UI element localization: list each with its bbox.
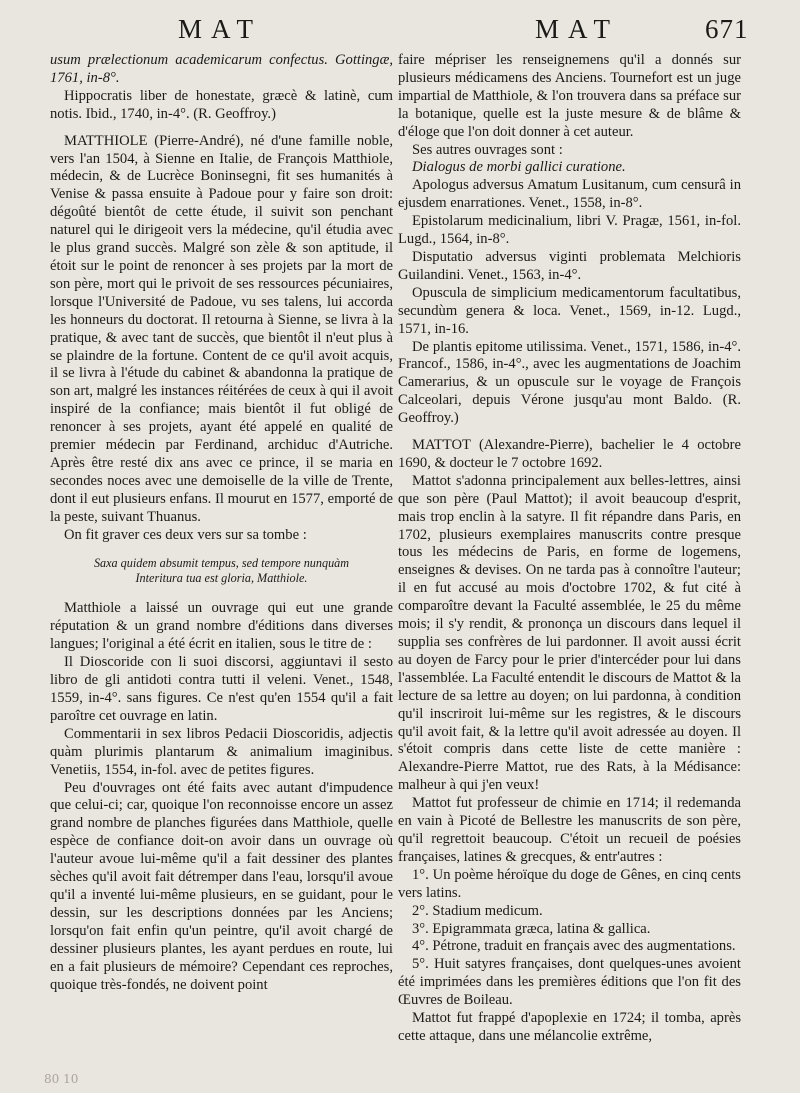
header-right: MAT	[535, 14, 620, 44]
right-p11: Mattot fut professeur de chimie en 1714; il redemanda en vain à Picoté de Bellestre les manuscrits de son père, qu'il regrettoit beaucoup. C'étoit un recueil de poésies françaises, latines & grecques, & entr'autres :	[398, 795, 741, 865]
epitaph-line-1: Saxa quidem absumit tempus, sed tempore nunquàm	[93, 556, 350, 571]
right-p15: 4°. Pétrone, traduit en français avec des augmentations.	[412, 938, 736, 955]
right-p1: faire mépriser les renseignemens qu'il a donnés sur plusieurs médicamens des Anciens. Tournefort est un juge impartial de Matthiole, & l'on trouvera dans sa préface sur la botanique, quelle est la juste mesure & de blâme & d'éloge que l'on doit donner à cet auteur.	[398, 52, 741, 140]
right-p5: Epistolarum medicinalium, libri V. Pragæ, 1561, in-fol. Lugd., 1564, in-8°.	[398, 213, 741, 248]
left-p4: On fit graver ces deux vers sur sa tombe :	[64, 526, 307, 543]
page-number: 671	[705, 14, 749, 44]
right-p4: Apologus adversus Amatum Lusitanum, cum censurâ in ejusdem enarrationes. Venet., 1558, in-8°.	[398, 177, 741, 212]
right-p13: 2°. Stadium medicum.	[412, 902, 543, 919]
right-p7: Opuscula de simplicium medicamentorum facultatibus, secundùm genera & loca. Venet., 1569, in-12. Lugd., 1571, in-16.	[398, 284, 741, 337]
right-p17: Mattot fut frappé d'apoplexie en 1724; il tomba, après cette attaque, dans une mélancolie extrême,	[398, 1010, 741, 1044]
footer-stain: 80 10	[44, 1072, 79, 1086]
entry-mattot: MATTOT (Alexandre-Pierre), bachelier le 4 octobre 1690, & docteur le 7 octobre 1692.	[398, 437, 741, 471]
right-p6: Disputatio adversus viginti problemata Melchioris Guilandini. Venet., 1563, in-4°.	[398, 248, 741, 283]
left-p1: usum prælectionum academicarum confectus. Gottingæ, 1761, in-8°.	[50, 52, 393, 86]
right-p16: 5°. Huit satyres françaises, dont quelques-unes avoient été imprimées dans les premières éditions que l'on fit des Œuvres de Boileau.	[398, 956, 741, 1009]
epitaph	[50, 556, 393, 586]
right-column	[398, 52, 741, 1046]
right-p10: Mattot s'adonna principalement aux belles-lettres, ainsi que son père (Paul Mattot); il avoit beaucoup d'esprit, mais trop enclin à la satyre. Il fit répandre dans Paris, en 1702, plusieurs exemplaires manuscrits contre presque tous les médecins de Paris, en forme de logemens, enseignes & devises. On ne tarda pas à connoître l'auteur; il en fut accusé au mois d'octobre 1702, & fut cité à comparoître devant la Faculté assemblée, le 25 du même mois; il s'y rendit, & prononça un discours dans lequel il supplia ses confrères de lui pardonner. Il avoit aussi écrit au doyen de Farcy pour le prier d'intercéder pour lui dans l'assemblée. La Faculté entendit le discours de Mattot & la lecture de sa lettre au doyen; on lui pardonna, à condition qu'il inscriroit lui-même sur les registres, & le discours qu'il avoit fait, & la lettre qu'il avoit adressée au doyen. Il s'étoit compris dans cette liste de cette manière : Alexandre-Pierre Mattot, rue des Rats, à la Médisance: malheur à qui j'en veux!	[398, 472, 741, 794]
left-p2: Hippocratis liber de honestate, græcè & latinè, cum notis. Ibid., 1740, in-4°. (R. Geoffroy.)	[50, 87, 393, 122]
right-p8: De plantis epitome utilissima. Venet., 1571, 1586, in-4°. Francof., 1586, in-4°., avec les augmentations de Joachim Camerarius, & un opuscule sur le voyage de François Calceolari, depuis Vérone jusqu'au mont Baldo. (R. Geoffroy.)	[398, 338, 741, 427]
right-p2: Ses autres ouvrages sont :	[412, 141, 563, 158]
right-p3: Dialogus de morbi gallici curatione.	[412, 159, 626, 176]
running-header	[0, 14, 800, 50]
right-p14: 3°. Epigrammata græca, latina & gallica.	[412, 920, 651, 937]
header-left: MAT	[178, 14, 263, 44]
left-p6: Il Dioscoride con li suoi discorsi, aggiuntavi il sesto libro de gli antidoti contra tutti il veleni. Venet., 1548, 1559, in-4°. sans figures. Ce n'est qu'en 1554 qu'il a fait paroître cet ouvrage en latin.	[50, 654, 393, 724]
left-p5: Matthiole a laissé un ouvrage qui eut une grande réputation & un grand nombre d'éditions dans diverses langues; l'original a été écrit en italien, sous le titre de :	[50, 600, 393, 653]
left-p8: Peu d'ouvrages ont été faits avec autant d'impudence que celui-ci; car, quoique l'on reconnoisse encore un assez grand nombre de planches figurées dans Matthiole, quelle espèce de confiance doit-on avoir dans un ouvrage où l'auteur avoue lui-même qu'il a fait dessiner des plantes sèches qu'il avoit fait détremper dans l'eau, lorsqu'il avoue qu'il a inventé lui-même plusieurs, en se guidant, pour le dessin, sur les descriptions données par les Anciens; lorsqu'on fait enfin qu'un peintre, qu'il avoit chargé de dessiner plusieurs plantes, les ayant perdues en route, lui en a fait plusieurs de mémoire? Cependant ces reproches, quoique très-fondés, ne doivent point	[50, 779, 393, 993]
entry-matthiole: MATTHIOLE (Pierre-André), né d'une famille noble, vers l'an 1504, à Sienne en Italie, de François Matthiole, médecin, & de Lucrèce Boninsegni, fit ses humanités à Venise & passa ensuite à Padoue pour y faire son droit: dégoûté bientôt de cette étude, il suivit son penchant naturel qui le dirigeoit vers la médecine, qu'il étudia avec le plus grand succès. Malgré son zèle & son aptitude, il étoit sur le point de renoncer à ses projets par la mort de son père, mort qui le privoit de ses ressources pécuniaires, lorsque l'Université de Padoue, vu ses talens, lui accorda les honneurs du doctorat. Il retourna à Sienne, se livra à la pratique, & avec tant de succès, que bientôt il n'eut plus à se plaindre de la fortune. Content de ce qu'il avoit acquis, il se livra à l'étude du cabinet & abandonna la pratique de son art, malgré les instances réitérées de ceux à qui il avoit inspiré de la confiance; mais bientôt il fut obligé de renoncer à ses projets, ayant été appelé en qualité de premier médecin par Ferdinand, archiduc d'Autriche. Après être resté dix ans avec ce prince, il se maria en secondes noces avec une demoiselle de la ville de Trente, dont il eut plusieurs enfans. Il mourut en 1577, emporté de la peste, suivant Thuanus.	[50, 132, 393, 525]
left-p7: Commentarii in sex libros Pedacii Dioscoridis, adjectis quàm plurimis plantarum & animalium imaginibus. Venetiis, 1554, in-fol. avec de petites figures.	[50, 725, 393, 778]
left-column	[50, 52, 393, 994]
right-p12: 1°. Un poème héroïque du doge de Gênes, en cinq cents vers latins.	[398, 866, 741, 901]
epitaph-line-2: Interitura tua est gloria, Matthiole.	[135, 571, 308, 586]
